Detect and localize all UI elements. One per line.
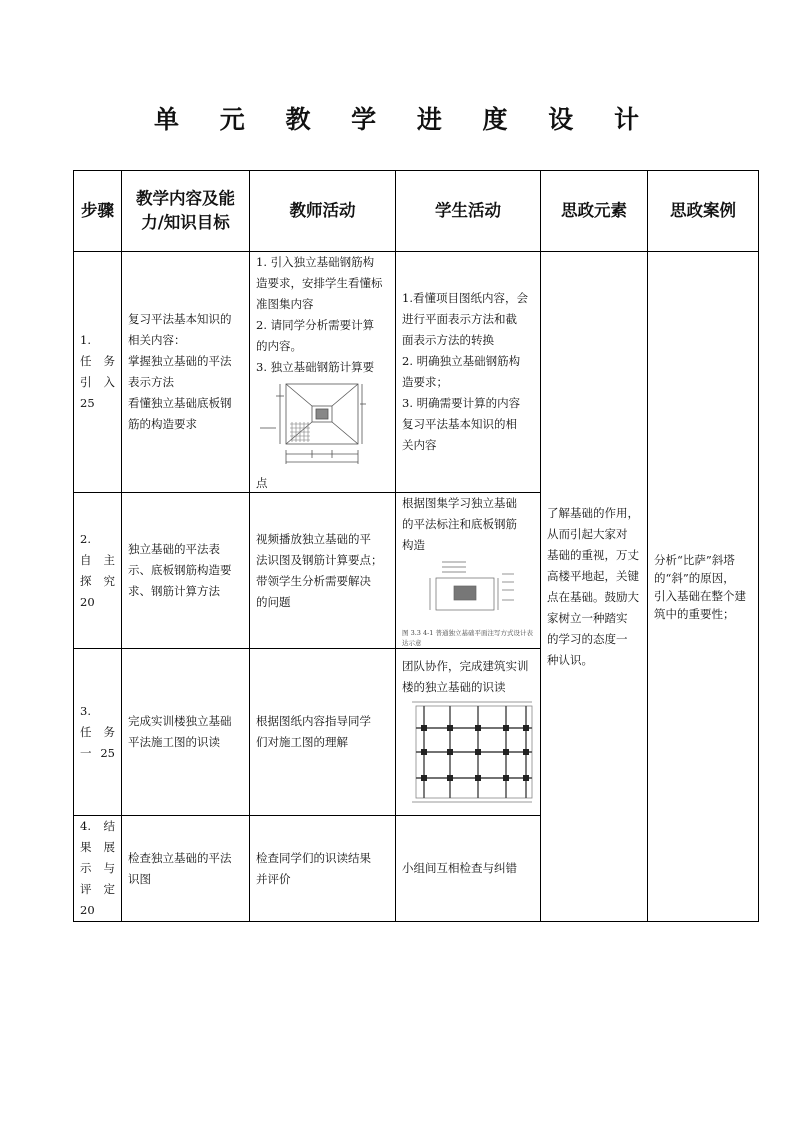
content-line: 复习平法基本知识的 xyxy=(128,312,232,326)
teacher-line: 带领学生分析需要解决 xyxy=(256,573,371,588)
student-cell xyxy=(396,816,541,922)
teacher-cell xyxy=(250,252,396,493)
step-line: 任 务 xyxy=(80,724,115,739)
teacher-line: 根据图纸内容指导同学 xyxy=(256,714,371,728)
element-line: 高楼平地起，关键 xyxy=(547,568,639,583)
content-line: 看懂独立基础底板钢 xyxy=(128,396,232,410)
step-cell xyxy=(74,816,122,922)
student-line: 小组间互相检查与纠错 xyxy=(402,861,517,875)
student-line: 的平法标注和底板钢筋 xyxy=(402,517,517,531)
content-cell xyxy=(122,816,250,922)
step-line: 2. xyxy=(80,531,91,546)
step-line: 示 与 xyxy=(80,861,115,875)
teacher-line: 准图集内容 xyxy=(256,297,314,311)
student-line: 团队协作，完成建筑实训 xyxy=(402,659,529,673)
element-line: 家树立一种踏实 xyxy=(547,610,628,625)
figure-caption: 图 3.3 4-1 普通独立基础平面注写方式设计表达示意 xyxy=(402,629,534,647)
teacher-line: 3. 独立基础钢筋计算要 xyxy=(256,360,375,374)
element-line: 从而引起大家对 xyxy=(547,526,628,541)
step-line: 3. xyxy=(80,703,91,718)
foundation-plan-drawing xyxy=(256,378,380,474)
step-line: 20 xyxy=(80,594,95,609)
foundation-grid-plan-drawing xyxy=(402,698,534,808)
content-line: 独立基础的平法表 xyxy=(128,542,220,556)
content-line: 检查独立基础的平法 xyxy=(128,850,232,865)
student-cell xyxy=(396,252,541,493)
teacher-line: 检查同学们的识读结果 xyxy=(256,850,371,865)
step-line: 25 xyxy=(80,396,95,410)
step-line: 果 展 xyxy=(80,840,115,854)
student-line: 楼的独立基础的识读 xyxy=(402,680,506,694)
student-line: 1.看懂项目图纸内容，会 xyxy=(402,291,528,305)
teacher-line: 的问题 xyxy=(256,594,291,609)
case-line: 筑中的重要性； xyxy=(654,606,735,621)
header-element: 思政元素 xyxy=(541,171,648,252)
teacher-line: 法识图及钢筋计算要点； xyxy=(256,552,383,567)
step-line: 任 务 xyxy=(80,354,115,368)
student-line: 2. 明确独立基础钢筋构 xyxy=(402,354,521,368)
content-line: 求、钢筋计算方法 xyxy=(128,584,220,598)
content-line: 识图 xyxy=(128,871,151,886)
teacher-line: 们对施工图的理解 xyxy=(256,735,348,749)
teacher-line: 视频播放独立基础的平 xyxy=(256,531,371,546)
case-line: 分析“比萨”斜塔 xyxy=(654,552,735,567)
teacher-line: 2. 请同学分析需要计算 xyxy=(256,318,375,332)
content-line: 筋的构造要求 xyxy=(128,417,197,431)
student-line: 面表示方法的转换 xyxy=(402,333,494,347)
student-line: 进行平面表示方法和截 xyxy=(402,312,517,326)
student-line: 关内容 xyxy=(402,438,437,452)
teacher-cell xyxy=(250,493,396,649)
step-line: 4. 结 xyxy=(80,819,115,833)
header-case: 思政案例 xyxy=(648,171,759,252)
content-line: 表示方法 xyxy=(128,375,174,389)
step-line: 引 入 xyxy=(80,375,115,389)
element-line: 点在基础。鼓励大 xyxy=(547,589,639,604)
header-step: 步骤 xyxy=(74,171,122,252)
element-line: 种认识。 xyxy=(547,652,593,667)
step-line: 一25 xyxy=(80,745,115,760)
student-line: 构造 xyxy=(402,538,425,552)
content-line: 平法施工图的识读 xyxy=(128,735,220,749)
element-line: 的学习的态度一 xyxy=(547,631,628,646)
student-line: 造要求； xyxy=(402,375,448,389)
student-line: 3. 明确需要计算的内容 xyxy=(402,396,521,410)
step-cell xyxy=(74,493,122,649)
content-line: 示、底板钢筋构造要 xyxy=(128,563,232,577)
content-cell xyxy=(122,252,250,493)
teacher-cell xyxy=(250,816,396,922)
teacher-line: 造要求，安排学生看懂标 xyxy=(256,276,383,290)
step-cell xyxy=(74,649,122,816)
step-line: 1. xyxy=(80,333,91,347)
page-title: 单 元 教 学 进 度 设 计 xyxy=(154,105,655,134)
step-cell xyxy=(74,252,122,493)
step-line: 20 xyxy=(80,903,95,917)
teaching-progress-table xyxy=(73,170,759,922)
header-teacher: 教师活动 xyxy=(250,171,396,252)
teacher-line: 并评价 xyxy=(256,871,291,886)
table-header-row xyxy=(74,171,759,252)
content-cell xyxy=(122,493,250,649)
table-row xyxy=(74,252,759,493)
step-line: 探 究 xyxy=(80,573,115,588)
content-line: 相关内容： xyxy=(128,333,186,347)
student-line: 根据图集学习独立基础 xyxy=(402,496,517,510)
case-line: 引入基础在整个建 xyxy=(654,588,746,603)
step-line: 自 主 xyxy=(80,552,115,567)
ideological-element-cell xyxy=(541,252,648,922)
case-line: 的“斜”的原因， xyxy=(654,570,735,585)
student-line: 复习平法基本知识的相 xyxy=(402,417,517,431)
ideological-case-cell xyxy=(648,252,759,922)
teacher-line: 1. 引入独立基础钢筋构 xyxy=(256,255,375,269)
content-line: 掌握独立基础的平法 xyxy=(128,354,232,368)
student-cell xyxy=(396,493,541,649)
teacher-line: 点 xyxy=(256,476,268,490)
content-line: 完成实训楼独立基础 xyxy=(128,714,232,728)
element-line: 了解基础的作用， xyxy=(547,505,639,520)
teacher-cell xyxy=(250,649,396,816)
foundation-annotation-drawing xyxy=(402,556,526,628)
student-cell xyxy=(396,649,541,816)
step-line: 评 定 xyxy=(80,882,115,896)
header-content: 教学内容及能力/知识目标 xyxy=(122,171,250,252)
element-line: 基础的重视，万丈 xyxy=(547,547,639,562)
content-cell xyxy=(122,649,250,816)
teacher-line: 的内容。 xyxy=(256,339,302,353)
header-student: 学生活动 xyxy=(396,171,541,252)
